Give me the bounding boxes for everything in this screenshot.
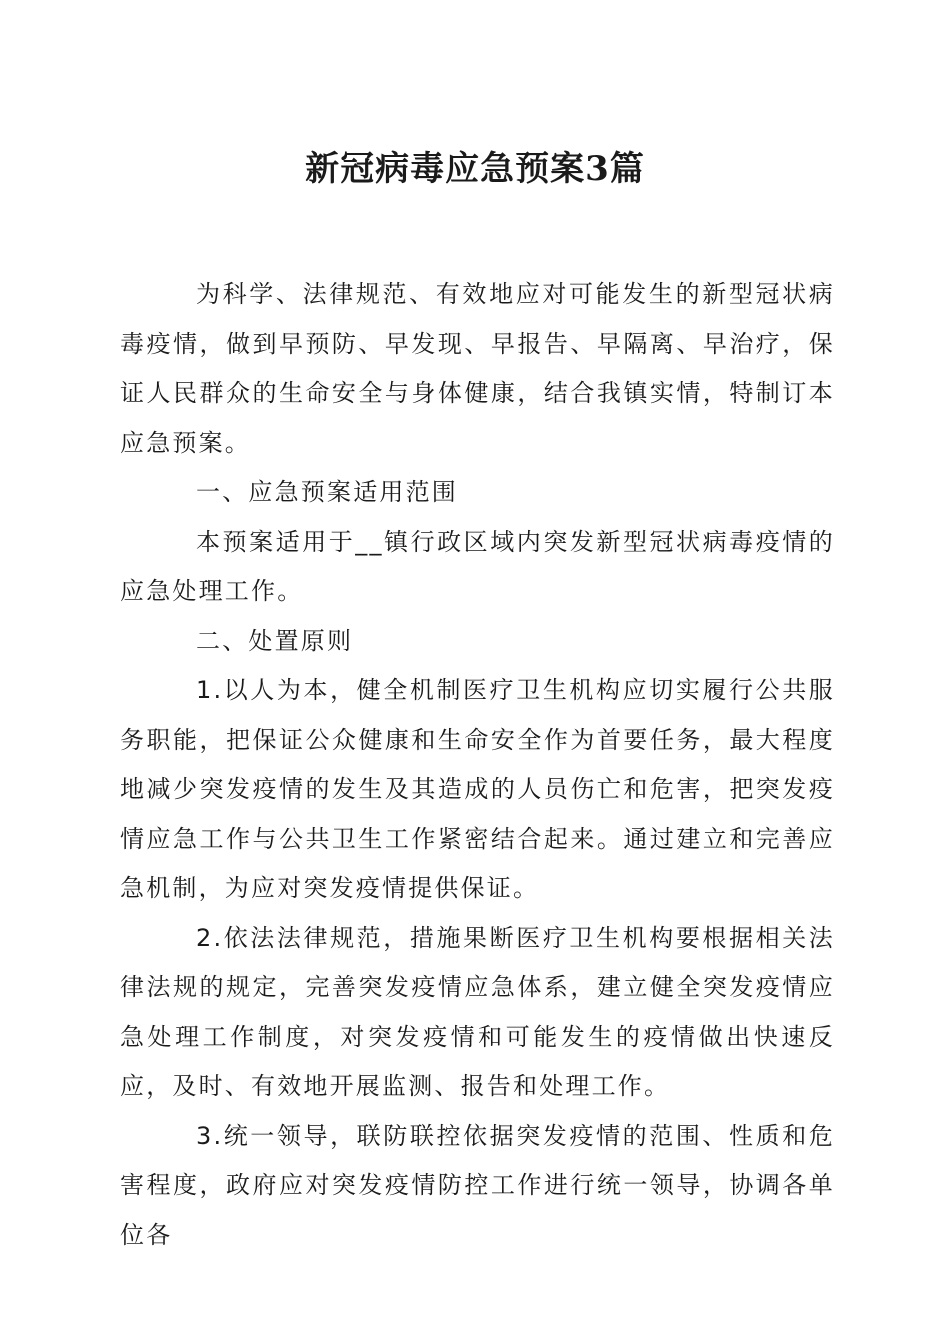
paragraph-intro: 为科学、法律规范、有效地应对可能发生的新型冠状病毒疫情，做到早预防、早发现、早报告、早隔离、早治疗，保证人民群众的生命安全与身体健康，结合我镇实情，特制订本应急预案。	[120, 280, 835, 457]
paragraph-principle-2: 2.依法法律规范，措施果断医疗卫生机构要根据相关法律法规的规定，完善突发疫情应急体系，建立健全突发疫情应急处理工作制度，对突发疫情和可能发生的疫情做出快速反应，及时、有效地开展监测、报告和处理工作。	[120, 923, 835, 1100]
paragraph-scope: 本预案适用于__镇行政区域内突发新型冠状病毒疫情的应急处理工作。	[120, 527, 835, 605]
section-heading-principles: 二、处置原则	[196, 626, 354, 655]
document-body	[120, 270, 835, 1260]
document-title: 新冠病毒应急预案3篇	[305, 149, 645, 189]
paragraph-principle-1: 1.以人为本，健全机制医疗卫生机构应切实履行公共服务职能，把保证公众健康和生命安全作为首要任务，最大程度地减少突发疫情的发生及其造成的人员伤亡和危害，把突发疫情应急工作与公共卫生工作紧密结合起来。通过建立和完善应急机制，为应对突发疫情提供保证。	[120, 676, 835, 902]
paragraph-principle-3: 3.统一领导，联防联控依据突发疫情的范围、性质和危害程度，政府应对突发疫情防控工作进行统一领导，协调各单位各	[120, 1121, 835, 1249]
section-heading-scope: 一、应急预案适用范围	[196, 478, 458, 506]
